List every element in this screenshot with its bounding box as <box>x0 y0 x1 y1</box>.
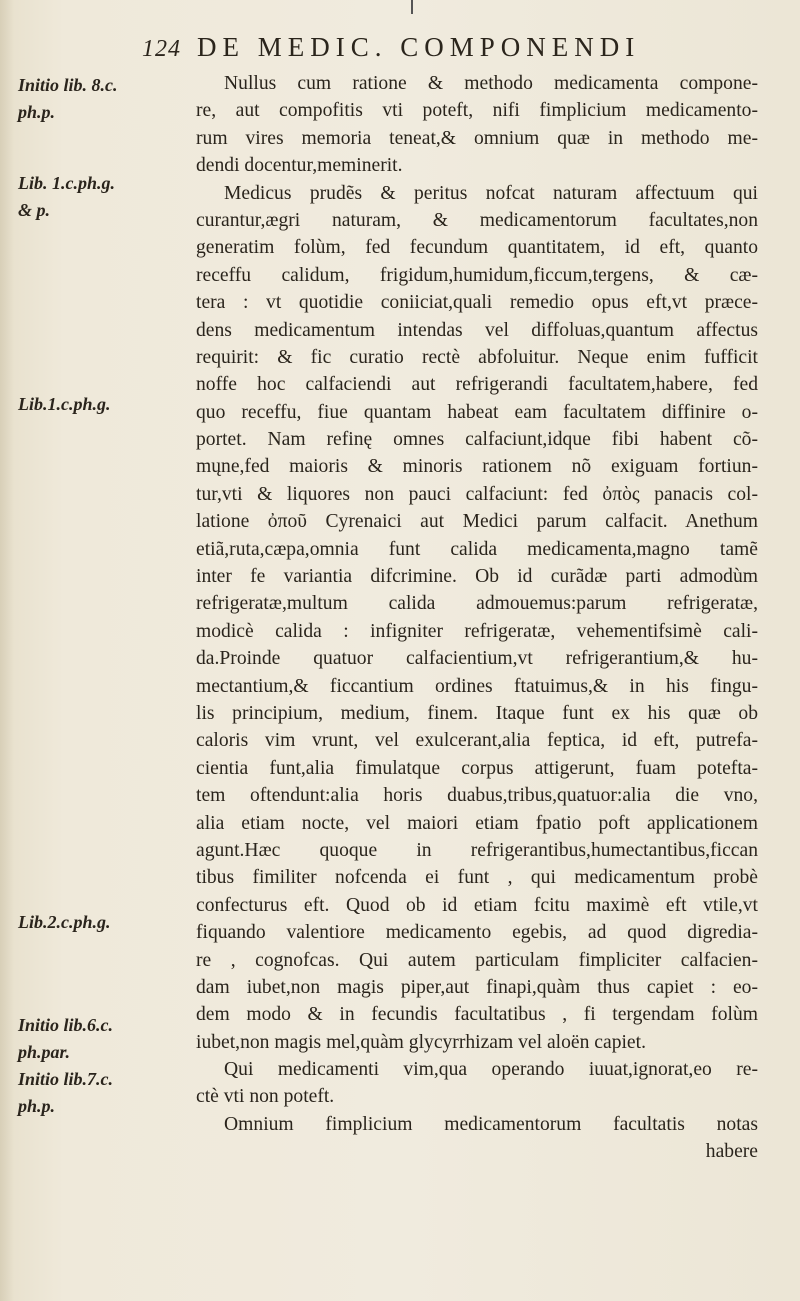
text-line: etiã,ruta,cæpa,omnia funt calida medicamenta,magno tamẽ <box>196 538 758 560</box>
text-line: cientia funt,alia fimulatque corpus attigerunt, fuam potefta- <box>196 757 758 779</box>
margin-note-6: Initio lib.7.c. ph.p. <box>18 1069 114 1116</box>
text-line: caloris vim vrunt, vel exulcerant,alia feptica, id eft, putrefa- <box>196 730 758 752</box>
text-line: tera : vt quotidie coniiciat,quali remedio opus eft,vt præce- <box>196 292 758 314</box>
text-line: dem modo & in fecundis facultatibus , fi tergendam folùm <box>196 1004 758 1026</box>
text-line: dens medicamentum intendas vel diffoluas,quantum affectus <box>196 319 758 341</box>
text-line: fiquando valentiore medicamento egebis, ad quod digredia- <box>196 922 758 944</box>
page-gutter-shadow <box>0 0 14 1301</box>
text-line: tem oftendunt:alia horis duabus,tribus,quatuor:alia die vno, <box>196 785 758 807</box>
text-line: tur,vti & liquores non pauci calfaciunt: fed ὀπὸς panacis col- <box>196 483 758 505</box>
text-line: re, aut compofitis vti poteft, nifi fimplicium medicamento- <box>196 100 758 122</box>
text-line: curantur,ægri naturam, & medicamentorum facultates,non <box>196 209 758 231</box>
text-line: iubet,non magis mel,quàm glycyrrhizam vel aloën capiet. <box>196 1031 646 1053</box>
margin-note-2: Lib. 1.c.ph.g. & p. <box>18 173 115 220</box>
text-line: re , cognofcas. Qui autem particulam fimpliciter calfacien- <box>196 949 758 971</box>
running-header <box>142 32 640 63</box>
text-line: noffe hoc calfaciendi aut refrigerandi facultatem,habere, fed <box>196 374 758 396</box>
text-line: mectantium,& ficcantium ordines ftatuimus,& in his fingu- <box>196 675 758 697</box>
text-line: rum vires memoria teneat,& omnium quæ in methodo me- <box>196 127 758 149</box>
text-line: agunt.Hæc quoque in refrigerantibus,humectantibus,ficcan <box>196 839 758 861</box>
margin-note-5: Initio lib.6.c. ph.par. <box>18 1015 114 1062</box>
margin-note-4: Lib.2.c.ph.g. <box>18 912 111 932</box>
text-line: confecturus eft. Quod ob id etiam fcitu maximè eft vtile,vt <box>196 894 758 916</box>
text-line: receffu calidum, frigidum,humidum,ficcum,tergens, & cæ- <box>196 264 758 286</box>
margin-note-3: Lib.1.c.ph.g. <box>18 394 111 414</box>
text-line: mųne,fed maioris & minoris rationem nõ exiguam fortiun- <box>196 456 758 478</box>
margin-note-1: Initio lib. 8.c. ph.p. <box>18 75 118 122</box>
text-line: alia etiam nocte, vel maiori etiam fpatio poft applicationem <box>196 812 758 834</box>
text-line: modicè calida : infigniter refrigeratæ, vehementifsimè cali- <box>196 620 758 642</box>
text-line: Nullus cum ratione & methodo medicamenta compone- <box>224 73 758 94</box>
top-edge-mark <box>411 0 413 14</box>
text-line: tibus fimiliter nofcenda ei funt , qui medicamentum probè <box>196 867 758 889</box>
text-line: lis principium, medium, finem. Itaque funt ex his quæ ob <box>196 702 758 724</box>
text-line: generatim folùm, fed fecundum quantitatem, id eft, quanto <box>196 237 758 259</box>
text-line: da.Proinde quatuor calfacientium,vt refrigerantium,& hu- <box>196 648 758 670</box>
text-line: inter fe variantia difcrimine. Ob id curãdæ parti admodùm <box>196 566 758 588</box>
running-title: DE MEDIC. COMPONENDI <box>197 32 641 62</box>
text-line: Qui medicamenti vim,qua operando iuuat,ignorat,eo re- <box>224 1059 758 1081</box>
text-line: Medicus prudẽs & peritus nofcat naturam affectuum qui <box>224 182 758 204</box>
text-line: habere <box>705 1141 758 1163</box>
text-line: requirit: & fic curatio rectè abfoluitur. Neque enim fufficit <box>196 346 758 368</box>
text-line: dendi docentur,meminerit. <box>196 155 403 177</box>
text-line: portet. Nam refinę omnes calfaciunt,idque fibi habent cõ- <box>196 429 758 451</box>
text-line: dam iubet,non magis piper,aut finapi,quàm thus capiet : eo- <box>196 976 758 998</box>
text-line: latione ὀπoῦ Cyrenaici aut Medici parum calfacit. Anethum <box>196 511 758 533</box>
text-line: ctè vti non poteft. <box>196 1086 335 1108</box>
text-line: quo receffu, fiue quantam habeat eam facultatem diffinire o- <box>196 401 758 423</box>
main-text-block <box>196 70 758 1166</box>
text-line: refrigeratæ,multum calida admouemus:parum refrigeratæ, <box>196 593 758 615</box>
text-line: Omnium fimplicium medicamentorum facultatis notas <box>224 1113 758 1135</box>
page-number: 124 <box>142 36 181 62</box>
